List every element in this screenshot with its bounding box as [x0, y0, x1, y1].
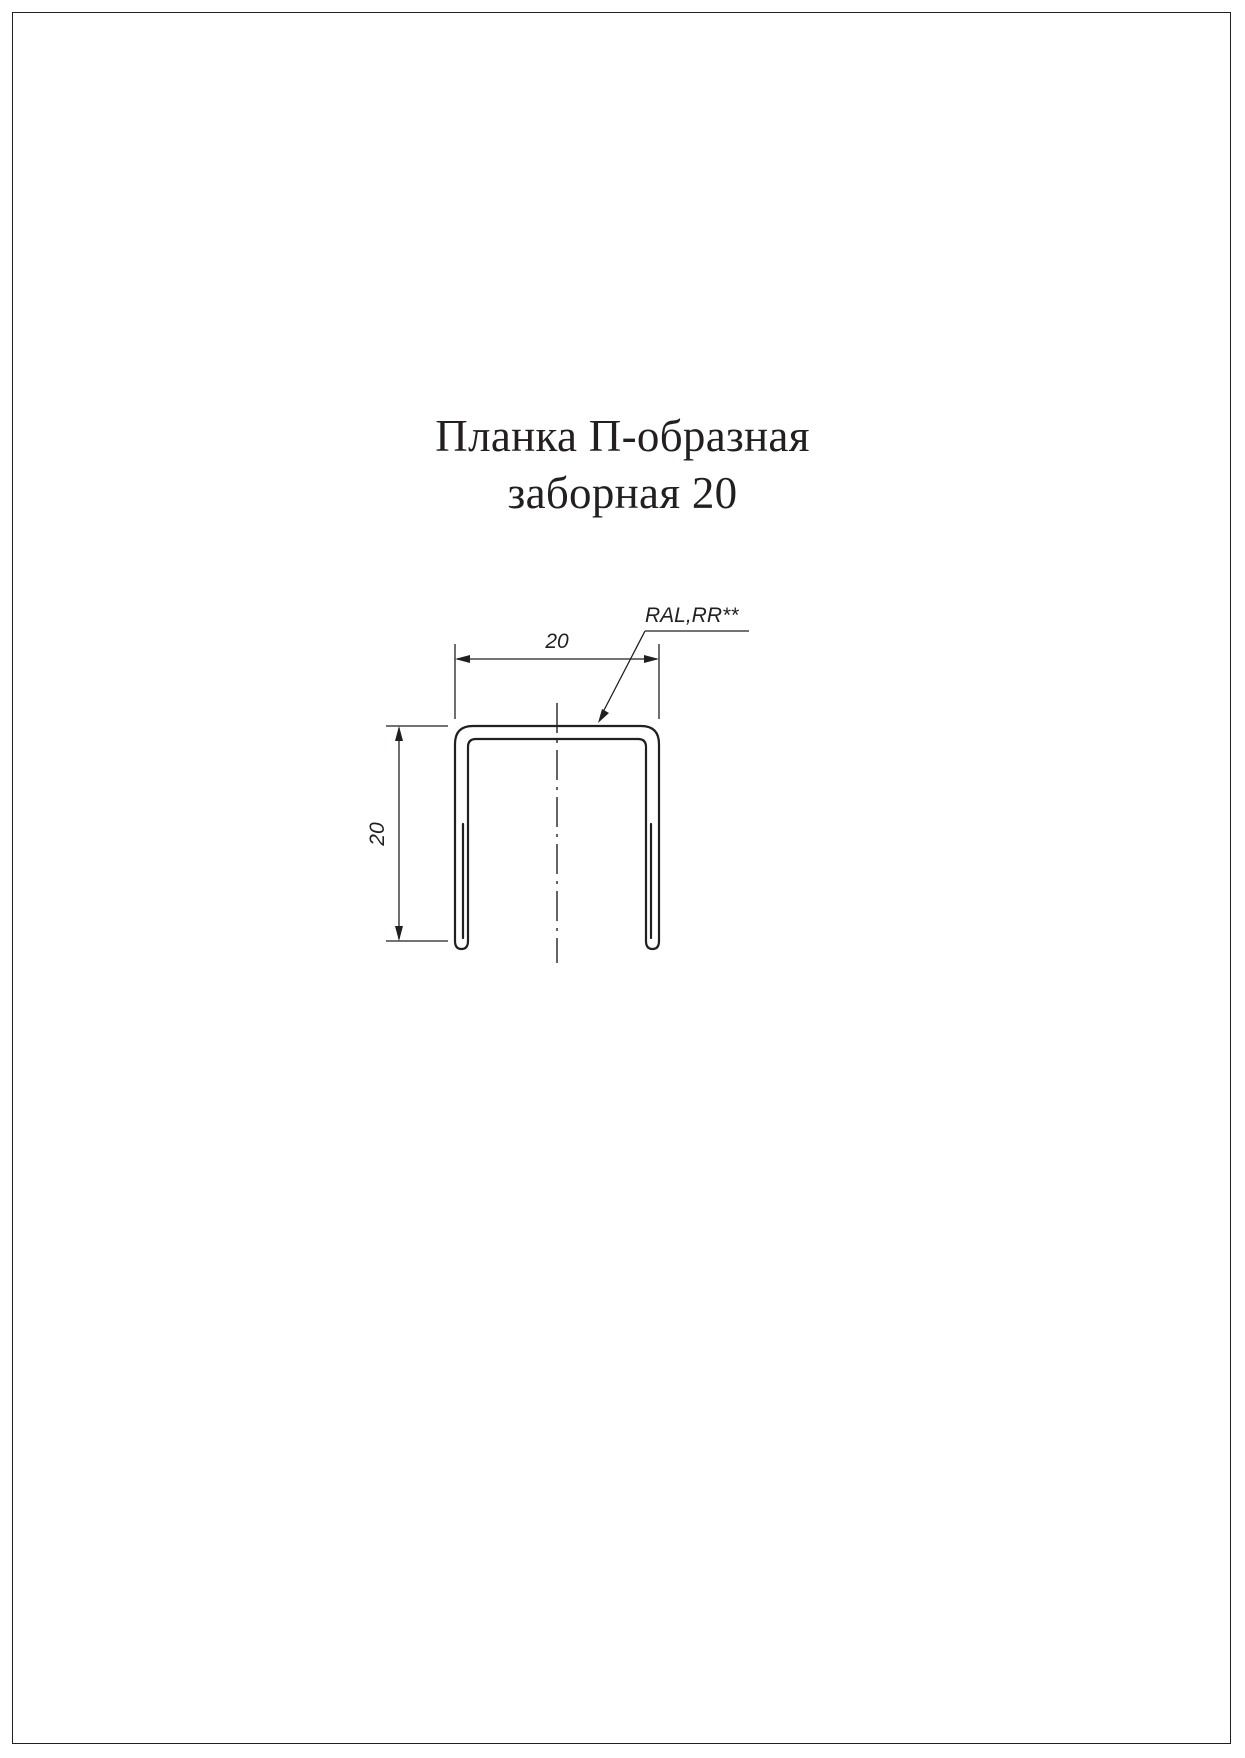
coating-note-label: RAL,RR** — [645, 604, 739, 627]
page-title-line-2: заборная 20 — [507, 468, 738, 518]
dimension-height-label: 20 — [366, 822, 389, 846]
dimension-height — [386, 726, 448, 941]
coating-leader-line — [598, 631, 749, 723]
page-title-line-1: Планка П-образная — [435, 411, 810, 461]
dimension-width-label: 20 — [545, 630, 569, 653]
